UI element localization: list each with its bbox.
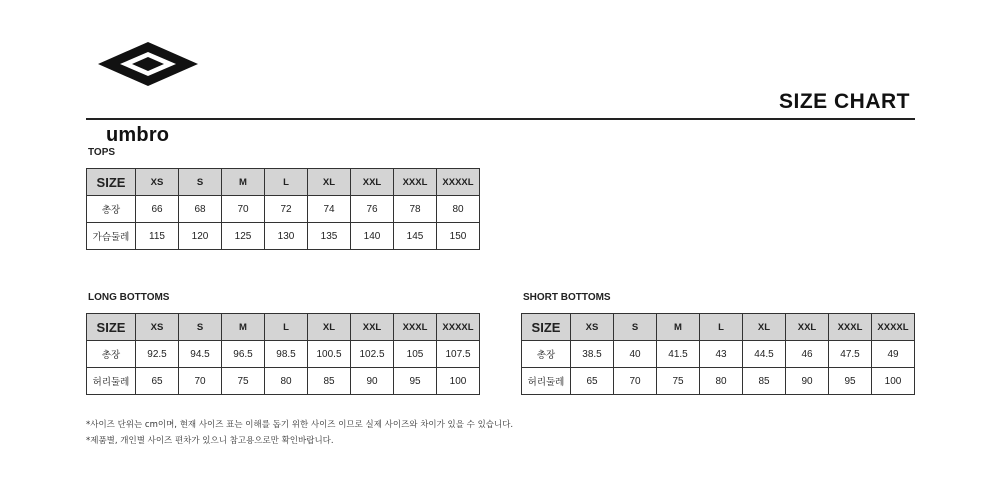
- size-header-cell: XXXL: [394, 169, 437, 196]
- measurement-value: 120: [179, 223, 222, 250]
- measurement-value: 78: [394, 196, 437, 223]
- umbro-logo: [96, 40, 200, 146]
- measurement-value: 95: [829, 368, 872, 395]
- measurement-value: 66: [136, 196, 179, 223]
- size-header-cell: S: [614, 314, 657, 341]
- measurement-row: [522, 341, 915, 368]
- size-header-cell: XXXXL: [437, 169, 480, 196]
- size-header-row: [87, 169, 480, 196]
- size-header-label: SIZE: [522, 314, 571, 341]
- measurement-value: 44.5: [743, 341, 786, 368]
- measurement-label: 가슴둘레: [87, 223, 136, 250]
- size-header-cell: XXL: [351, 169, 394, 196]
- size-header-cell: XXXL: [829, 314, 872, 341]
- tops-size-table: [86, 168, 480, 250]
- measurement-row: [87, 223, 480, 250]
- measurement-value: 80: [700, 368, 743, 395]
- measurement-value: 38.5: [571, 341, 614, 368]
- size-header-cell: L: [265, 314, 308, 341]
- measurement-value: 135: [308, 223, 351, 250]
- size-header-row: [522, 314, 915, 341]
- size-header-cell: XXL: [786, 314, 829, 341]
- measurement-value: 65: [571, 368, 614, 395]
- measurement-value: 70: [614, 368, 657, 395]
- measurement-value: 94.5: [179, 341, 222, 368]
- measurement-value: 41.5: [657, 341, 700, 368]
- measurement-value: 115: [136, 223, 179, 250]
- size-header-cell: S: [179, 314, 222, 341]
- measurement-value: 72: [265, 196, 308, 223]
- short-bottoms-section-title: SHORT BOTTOMS: [523, 292, 611, 303]
- umbro-diamond-icon: [96, 40, 200, 88]
- size-header-cell: XXXL: [394, 314, 437, 341]
- measurement-value: 150: [437, 223, 480, 250]
- measurement-value: 80: [265, 368, 308, 395]
- note-line: *사이즈 단위는 cm이며, 현재 사이즈 표는 이해를 돕기 위한 사이즈 이므로 실제 사이즈와 차이가 있을 수 있습니다.: [86, 420, 514, 430]
- measurement-value: 68: [179, 196, 222, 223]
- size-header-cell: XS: [571, 314, 614, 341]
- measurement-value: 85: [308, 368, 351, 395]
- size-header-cell: M: [222, 169, 265, 196]
- measurement-value: 125: [222, 223, 265, 250]
- measurement-row: [87, 341, 480, 368]
- size-header-cell: XS: [136, 314, 179, 341]
- measurement-value: 40: [614, 341, 657, 368]
- page-title: SIZE CHART: [779, 90, 910, 113]
- measurement-value: 90: [786, 368, 829, 395]
- measurement-value: 43: [700, 341, 743, 368]
- size-header-cell: M: [657, 314, 700, 341]
- size-header-cell: M: [222, 314, 265, 341]
- long-bottoms-size-table: [86, 313, 480, 395]
- measurement-label: 총장: [87, 341, 136, 368]
- measurement-value: 75: [222, 368, 265, 395]
- measurement-value: 70: [179, 368, 222, 395]
- tops-section-title: TOPS: [88, 147, 116, 158]
- measurement-row: [87, 196, 480, 223]
- size-header-cell: S: [179, 169, 222, 196]
- measurement-label: 총장: [87, 196, 136, 223]
- measurement-value: 105: [394, 341, 437, 368]
- measurement-value: 100: [872, 368, 915, 395]
- measurement-label: 허리둘레: [522, 368, 571, 395]
- size-header-cell: L: [700, 314, 743, 341]
- measurement-row: [522, 368, 915, 395]
- size-header-cell: XL: [308, 314, 351, 341]
- size-header-label: SIZE: [87, 169, 136, 196]
- short-bottoms-size-table: [521, 313, 915, 395]
- note-line: *제품별, 개인별 사이즈 편차가 있으니 참고용으로만 확인바랍니다.: [86, 436, 334, 446]
- measurement-value: 145: [394, 223, 437, 250]
- size-header-cell: XXXXL: [437, 314, 480, 341]
- brand-name: umbro: [106, 124, 170, 146]
- measurement-value: 100.5: [308, 341, 351, 368]
- measurement-value: 140: [351, 223, 394, 250]
- measurement-label: 허리둘레: [87, 368, 136, 395]
- measurement-value: 49: [872, 341, 915, 368]
- size-header-cell: XXL: [351, 314, 394, 341]
- measurement-label: 총장: [522, 341, 571, 368]
- size-header-row: [87, 314, 480, 341]
- size-header-cell: XL: [308, 169, 351, 196]
- size-notes: [86, 417, 513, 449]
- measurement-row: [87, 368, 480, 395]
- size-header-cell: L: [265, 169, 308, 196]
- measurement-value: 75: [657, 368, 700, 395]
- measurement-value: 100: [437, 368, 480, 395]
- measurement-value: 98.5: [265, 341, 308, 368]
- measurement-value: 96.5: [222, 341, 265, 368]
- measurement-value: 92.5: [136, 341, 179, 368]
- measurement-value: 107.5: [437, 341, 480, 368]
- measurement-value: 102.5: [351, 341, 394, 368]
- size-header-cell: XL: [743, 314, 786, 341]
- size-header-cell: XXXXL: [872, 314, 915, 341]
- measurement-value: 47.5: [829, 341, 872, 368]
- size-header-label: SIZE: [87, 314, 136, 341]
- title-divider: [86, 118, 915, 120]
- measurement-value: 46: [786, 341, 829, 368]
- measurement-value: 90: [351, 368, 394, 395]
- measurement-value: 74: [308, 196, 351, 223]
- measurement-value: 76: [351, 196, 394, 223]
- measurement-value: 95: [394, 368, 437, 395]
- measurement-value: 70: [222, 196, 265, 223]
- measurement-value: 80: [437, 196, 480, 223]
- size-header-cell: XS: [136, 169, 179, 196]
- measurement-value: 85: [743, 368, 786, 395]
- measurement-value: 130: [265, 223, 308, 250]
- long-bottoms-section-title: LONG BOTTOMS: [88, 292, 170, 303]
- measurement-value: 65: [136, 368, 179, 395]
